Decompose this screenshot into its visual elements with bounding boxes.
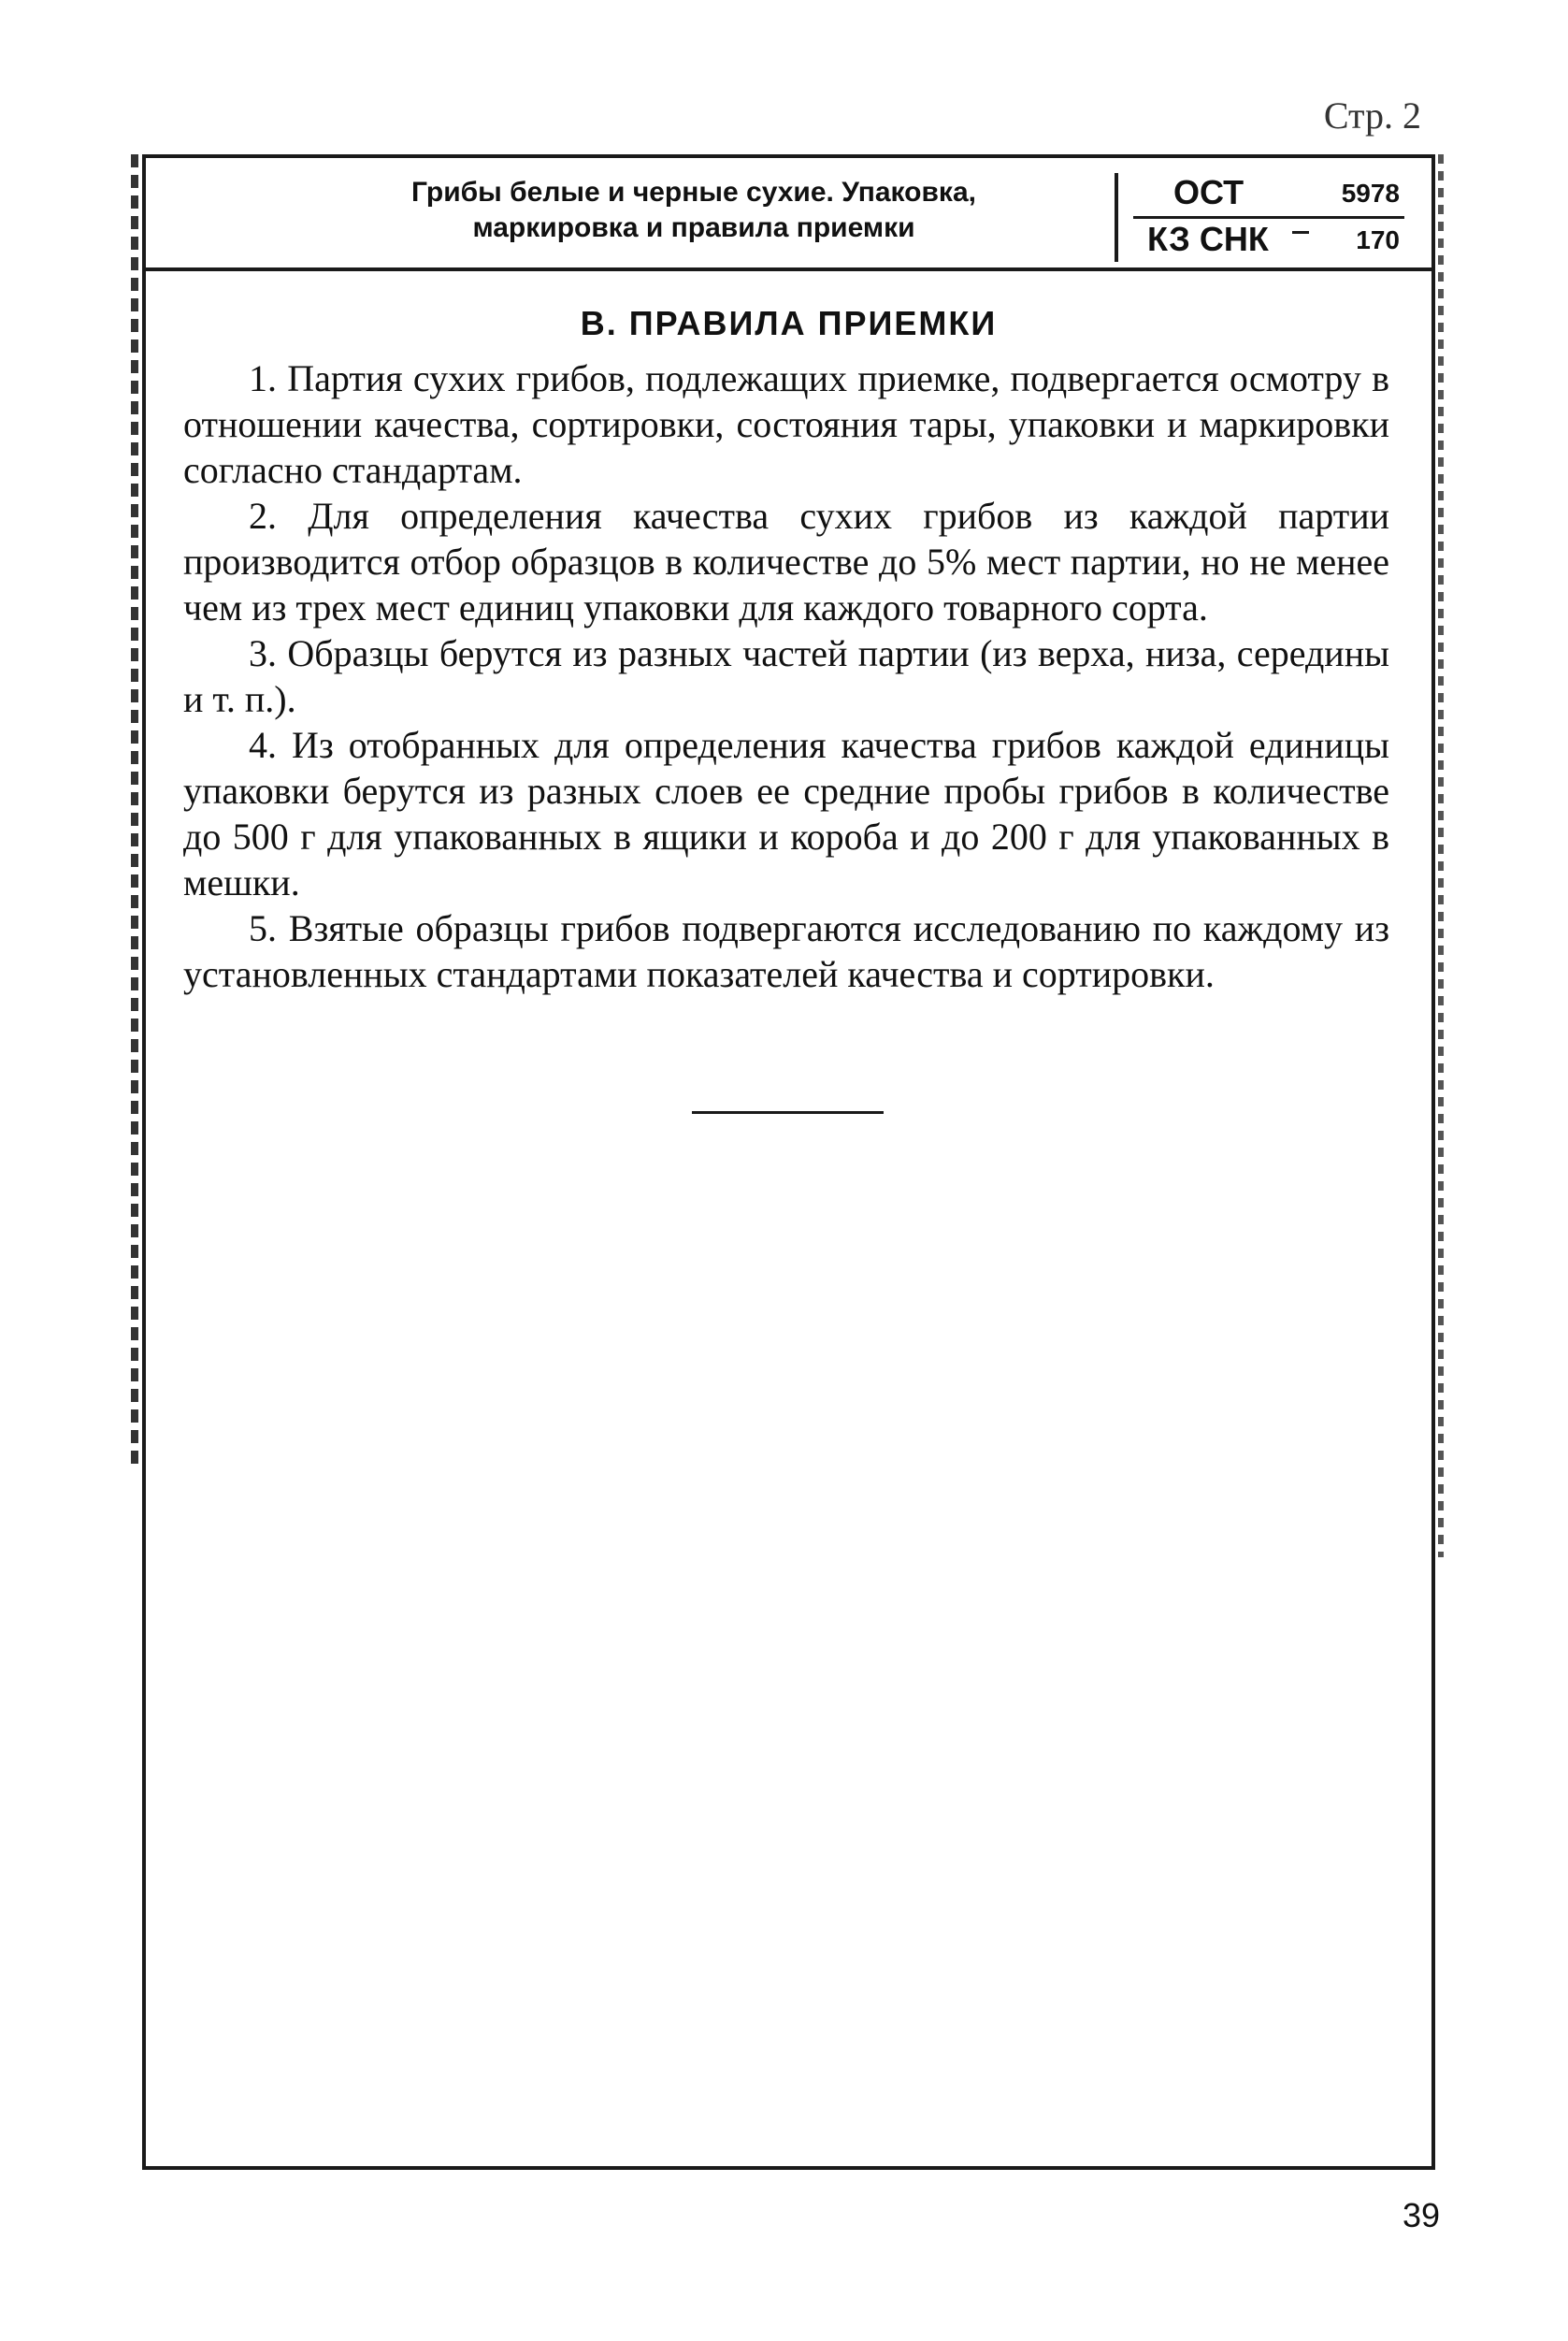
page-label: Стр. 2 xyxy=(1323,94,1421,137)
paragraph-5: 5. Взятые образцы грибов подвергаются исследованию по каждому из установленных стандартами показателей качества и сортировки. xyxy=(183,907,1389,995)
document-header xyxy=(142,154,1435,271)
header-title-line-2: маркировка и правила приемки xyxy=(472,212,915,243)
header-divider xyxy=(1115,173,1118,262)
paragraph-2: 2. Для определения качества сухих грибов из каждой партии производится отбор образцов в количестве до 5% мест партии, но не менее чем из трех мест единиц упаковки для каждого товарного сорта. xyxy=(183,495,1389,629)
end-rule xyxy=(692,1111,884,1114)
page-number: 39 xyxy=(1402,2196,1440,2234)
section-body xyxy=(183,355,1389,997)
header-title-line-1: Грибы белые и черные сухие. Упаковка, xyxy=(411,177,976,208)
paragraph-4: 4. Из отобранных для определения качества грибов каждой единицы упаковки берутся из разных слоев ее средние пробы грибов в количестве до 500 г для упакованных в ящики и короба и до 200 г для упакованных в мешки. xyxy=(183,724,1389,903)
paragraph-3: 3. Образцы берутся из разных частей партии (из верха, низа, середины и т. п.). xyxy=(183,632,1389,720)
frame-left-edge xyxy=(131,154,138,1464)
standard-code-bottom xyxy=(1147,218,1400,259)
section-heading: В. ПРАВИЛА ПРИЕМКИ xyxy=(580,304,998,342)
standard-sub-number: 170 xyxy=(1356,225,1400,254)
standard-code-ost: ОСТ xyxy=(1173,173,1244,211)
standard-code-kz-snk: КЗ СНК xyxy=(1147,220,1269,258)
frame-right-edge xyxy=(1438,154,1444,1557)
standard-code-top xyxy=(1147,173,1400,214)
paragraph-1: 1. Партия сухих грибов, подлежащих приемке, подвергается осмотру в отношении качества, сортировки, состояния тары, упаковки и маркировки согласно стандартам. xyxy=(183,357,1389,491)
header-title xyxy=(198,175,1189,246)
standard-number: 5978 xyxy=(1341,179,1400,208)
